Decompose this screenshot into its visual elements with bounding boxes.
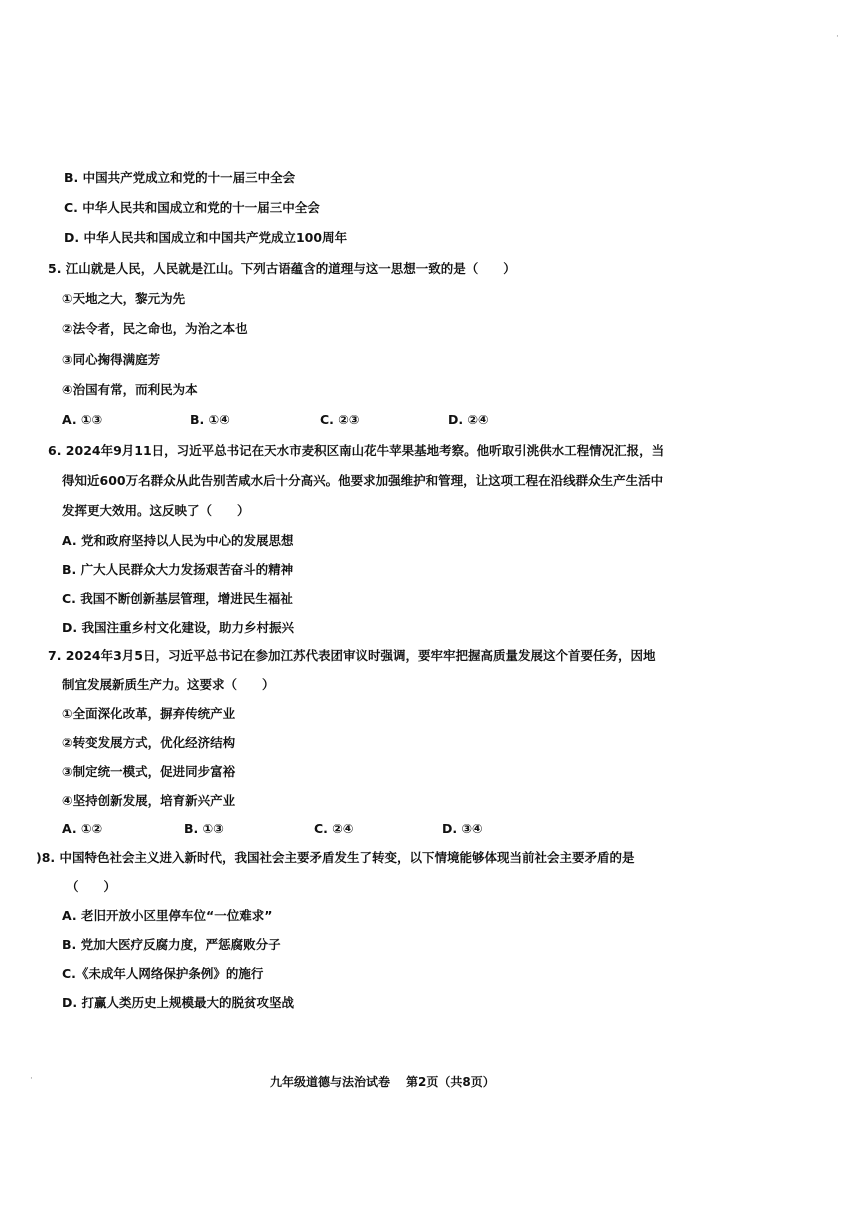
q8-stem-line-2: （ ） xyxy=(66,879,117,894)
q5-option-a: A. ①③ xyxy=(62,412,103,427)
q7-option-d: D. ③④ xyxy=(442,821,483,836)
page-footer xyxy=(270,1073,495,1090)
q8-stem-line-1: )8. 中国特色社会主义进入新时代，我国社会主要矛盾发生了转变，以下情境能够体现当前社会主要矛盾的是 xyxy=(36,850,635,865)
scan-speck: · xyxy=(30,1074,33,1084)
q4-option-d: D. 中华人民共和国成立和中国共产党成立100周年 xyxy=(64,230,348,245)
q7-stem-line-1: 7. 2024年3月5日，习近平总书记在参加江苏代表团审议时强调，要牢牢把握高质量发展这个首要任务，因地 xyxy=(48,648,656,663)
q5-option-c: C. ②③ xyxy=(320,412,360,427)
q7-stem-line-2: 制宜发展新质生产力。这要求（ ） xyxy=(62,677,275,692)
q6-option-d: D. 我国注重乡村文化建设，助力乡村振兴 xyxy=(62,620,294,635)
q5-item-1: ①天地之大，黎元为先 xyxy=(62,291,186,306)
q6-stem-line-1: 6. 2024年9月11日，习近平总书记在天水市麦积区南山花牛苹果基地考察。他听取引洮供水工程情况汇报，当 xyxy=(48,443,665,458)
exam-title: 九年级道德与法治试卷 xyxy=(270,1075,391,1089)
scan-speck-corner: · xyxy=(836,32,839,42)
q8-option-a: A. 老旧开放小区里停车位“一位难求” xyxy=(62,908,273,923)
q7-item-3: ③制定统一模式，促进同步富裕 xyxy=(62,764,236,779)
q8-option-c: C.《未成年人网络保护条例》的施行 xyxy=(62,966,264,981)
q7-item-4: ④坚持创新发展，培育新兴产业 xyxy=(62,793,236,808)
q7-item-1: ①全面深化改革，摒弃传统产业 xyxy=(62,706,236,721)
q7-item-2: ②转变发展方式，优化经济结构 xyxy=(62,735,236,750)
q7-option-b: B. ①③ xyxy=(184,821,224,836)
q4-option-b: B. 中国共产党成立和党的十一届三中全会 xyxy=(64,170,296,185)
q5-stem: 5. 江山就是人民，人民就是江山。下列古语蕴含的道理与这一思想一致的是（ ） xyxy=(48,261,516,276)
q5-item-4: ④治国有常，而利民为本 xyxy=(62,382,198,397)
q7-option-c: C. ②④ xyxy=(314,821,354,836)
q7-option-a: A. ①② xyxy=(62,821,103,836)
q6-stem-line-2: 得知近600万名群众从此告别苦咸水后十分高兴。他要求加强维护和管理，让这项工程在沿线群众生产生活中 xyxy=(62,473,664,488)
q4-option-c: C. 中华人民共和国成立和党的十一届三中全会 xyxy=(64,200,320,215)
q5-option-b: B. ①④ xyxy=(190,412,230,427)
q6-option-a: A. 党和政府坚持以人民为中心的发展思想 xyxy=(62,533,294,548)
page-number: 第2页（共8页） xyxy=(406,1075,495,1089)
q6-option-c: C. 我国不断创新基层管理，增进民生福祉 xyxy=(62,591,293,606)
q6-stem-line-3: 发挥更大效用。这反映了（ ） xyxy=(62,503,250,518)
q6-option-b: B. 广大人民群众大力发扬艰苦奋斗的精神 xyxy=(62,562,294,577)
q8-option-d: D. 打赢人类历史上规模最大的脱贫攻坚战 xyxy=(62,995,294,1010)
q5-item-2: ②法令者，民之命也，为治之本也 xyxy=(62,321,248,336)
q8-option-b: B. 党加大医疗反腐力度，严惩腐败分子 xyxy=(62,937,281,952)
q5-option-d: D. ②④ xyxy=(448,412,489,427)
q5-item-3: ③同心掬得满庭芳 xyxy=(62,352,161,367)
